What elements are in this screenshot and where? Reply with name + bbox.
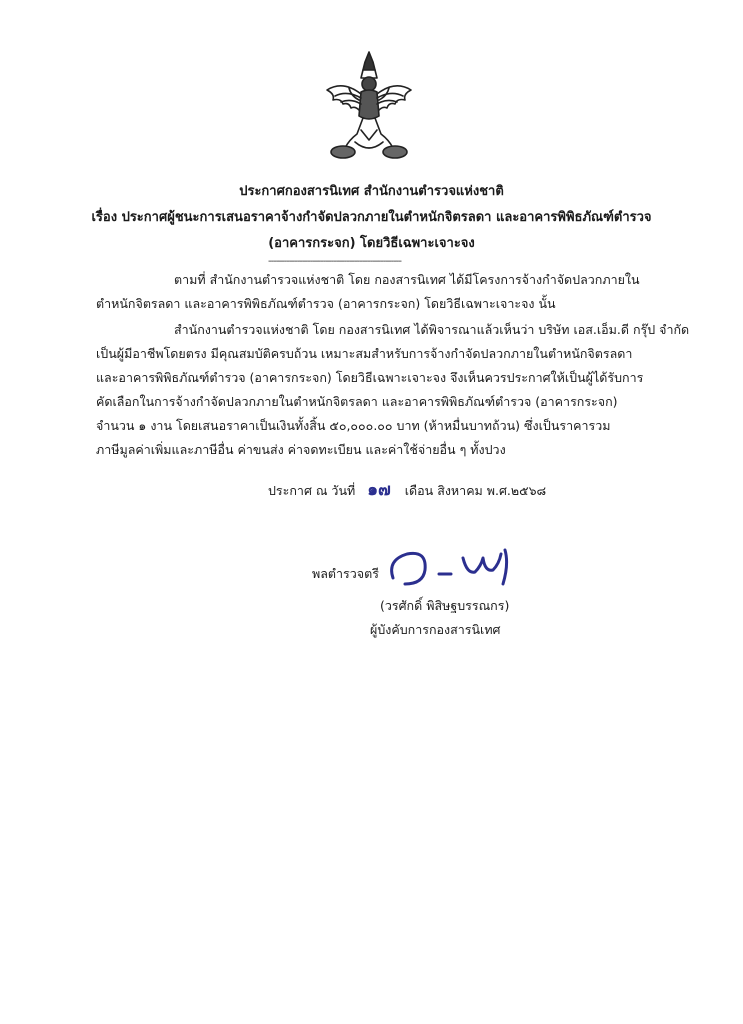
para2-line4: คัดเลือกในการจ้างกำจัดปลวกภายในตำหนักจิตรลดา และอาคารพิพิธภัณฑ์ตำรวจ (อาคารกระจก) (96, 394, 618, 409)
date-day-handwritten: ๑๗ (367, 480, 391, 500)
date-line (268, 478, 546, 503)
para1-line1: ตามที่ สำนักงานตำรวจแห่งชาติ โดย กองสารนิเทศ ได้มีโครงการจ้างกำจัดปลวกภายใน (174, 272, 640, 287)
para2-line5: จำนวน ๑ งาน โดยเสนอราคาเป็นเงินทั้งสิ้น ๕๐,๐๐๐.๐๐ บาท (ห้าหมื่นบาทถ้วน) ซึ่งเป็นราคารวม (96, 418, 611, 433)
title-line-1: ประกาศกองสารนิเทศ สำนักงานตำรวจแห่งชาติ (239, 184, 504, 199)
signer-rank: พลตำรวจตรี (312, 566, 379, 581)
date-month-year: เดือน สิงหาคม พ.ศ.๒๕๖๘ (404, 483, 547, 498)
signer-name: (วรศักดิ์ พิสิษฐบรรณกร) (380, 598, 510, 613)
para2-line1: สำนักงานตำรวจแห่งชาติ โดย กองสารนิเทศ ได้พิจารณาแล้วเห็นว่า บริษัท เอส.เอ็ม.ดี กรุ๊ป จำกัด (174, 322, 690, 337)
para1-line2: ตำหนักจิตรลดา และอาคารพิพิธภัณฑ์ตำรวจ (อาคารกระจก) โดยวิธีเฉพาะเจาะจง นั้น (96, 296, 556, 311)
signer-position: ผู้บังคับการกองสารนิเทศ (370, 622, 501, 637)
garuda-emblem-icon (321, 50, 417, 162)
divider-line: --------------------------------------------------- (268, 256, 402, 267)
title-line-2: เรื่อง ประกาศผู้ชนะการเสนอราคาจ้างกำจัดปลวกภายในตำหนักจิตรลดา และอาคารพิพิธภัณฑ์ตำรวจ (91, 210, 652, 225)
para2-line6: ภาษีมูลค่าเพิ่มและภาษีอื่น ค่าขนส่ง ค่าจดทะเบียน และค่าใช้จ่ายอื่น ๆ ทั้งปวง (96, 442, 506, 457)
para2-line3: และอาคารพิพิธภัณฑ์ตำรวจ (อาคารกระจก) โดยวิธีเฉพาะเจาะจง จึงเห็นควรประกาศให้เป็นผู้ได้รับการ (96, 370, 644, 385)
date-prefix: ประกาศ ณ วันที่ (268, 483, 356, 498)
para2-line2: เป็นผู้มีอาชีพโดยตรง มีคุณสมบัติครบถ้วน เหมาะสมสำหรับการจ้างกำจัดปลวกภายในตำหนักจิตรลดา (96, 346, 633, 361)
handwritten-signature-icon (383, 544, 523, 592)
title-line-3: (อาคารกระจก) โดยวิธีเฉพาะเจาะจง (268, 236, 475, 251)
